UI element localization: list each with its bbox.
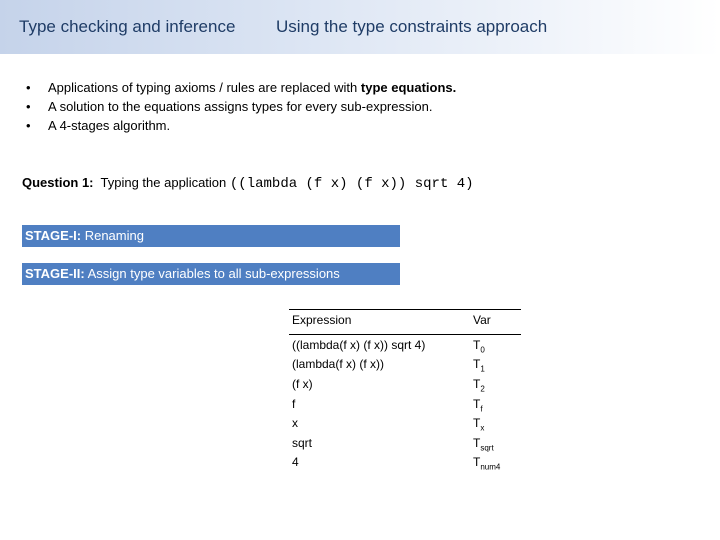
- bullet-list: [26, 78, 456, 135]
- table-header-rule: [289, 334, 521, 335]
- table-cell-var: $T_x$: [473, 416, 485, 433]
- table-cell-expression: x: [292, 416, 298, 430]
- question-text: Typing the application: [100, 175, 227, 190]
- header-right-title: Using the type constraints approach: [276, 17, 548, 36]
- bullet-bold-text: type equations.: [360, 80, 457, 95]
- table-cell-expression: (f x): [292, 377, 313, 391]
- question: [22, 175, 474, 192]
- table-header-expression: Expression: [292, 313, 352, 327]
- stage-2-banner: [22, 263, 400, 285]
- bullet-item: [26, 116, 456, 135]
- table-cell-var: $T_{sqrt}$: [473, 436, 494, 453]
- slide-header: [0, 0, 720, 54]
- table-cell-var: $T_1$: [473, 357, 485, 374]
- stage-1-text: Renaming: [81, 228, 144, 243]
- stage-2-text: Assign type variables to all sub-expressions: [84, 266, 340, 281]
- table-cell-var: $T_0$: [473, 338, 485, 355]
- table-cell-expression: 4: [292, 455, 299, 469]
- stage-1-label: STAGE-I:: [25, 228, 82, 243]
- question-label: Question 1:: [22, 175, 94, 190]
- bullet-text: A solution to the equations assigns types for every sub-expression.: [48, 99, 433, 114]
- table-cell-expression: (lambda(f x) (f x)): [292, 357, 385, 371]
- question-code: ((lambda (f x) (f x)) sqrt 4): [229, 176, 474, 192]
- table-cell-expression: sqrt: [292, 436, 313, 450]
- bullet-text: Applications of typing axioms / rules are replaced with: [48, 80, 361, 95]
- bullet-marker: •: [26, 80, 31, 95]
- table-cell-var: $T_f$: [473, 397, 483, 414]
- bullet-item: [26, 78, 456, 97]
- stage-1-banner: [22, 225, 400, 247]
- table-cell-expression: f: [292, 397, 296, 411]
- bullet-text: A 4-stages algorithm.: [48, 118, 171, 133]
- table-header-var: Var: [473, 313, 491, 327]
- table-cell-var: $T_2$: [473, 377, 485, 394]
- table-cell-expression: ((lambda(f x) (f x)) sqrt 4): [292, 338, 426, 352]
- stage-2-label: STAGE-II:: [25, 266, 85, 281]
- bullet-item: [26, 97, 456, 116]
- header-left-title: Type checking and inference: [19, 17, 236, 36]
- bullet-marker: •: [26, 99, 31, 114]
- bullet-marker: •: [26, 118, 31, 133]
- table-cell-var: $T_{num4}$: [473, 455, 501, 472]
- table-top-rule: [289, 309, 521, 310]
